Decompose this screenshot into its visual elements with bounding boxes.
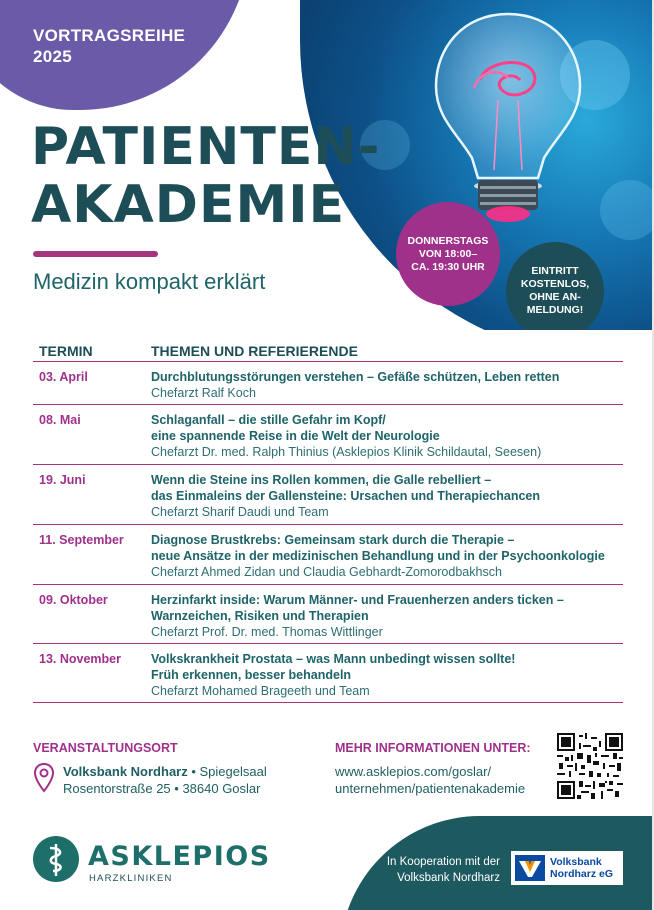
- row-date: 08. Mai: [39, 413, 81, 427]
- asklepios-logo-icon: [33, 836, 79, 882]
- bank-line: Volksbank: [550, 856, 602, 868]
- badge-line: MELDUNG!: [526, 304, 584, 316]
- info-url[interactable]: unternehmen/patientenakademie: [335, 781, 526, 796]
- row-speaker: Chefarzt Prof. Dr. med. Thomas Wittlinger: [151, 625, 383, 639]
- series-year: 2025: [33, 47, 73, 66]
- location-pin-icon: [34, 763, 54, 793]
- row-topic: Früh erkennen, besser behandeln: [151, 668, 352, 682]
- table-header: [33, 340, 623, 362]
- subtitle: Medizin kompakt erklärt: [33, 269, 266, 294]
- location-heading: VERANSTALTUNGSORT: [33, 741, 178, 755]
- row-topic: Schlaganfall – die stille Gefahr im Kopf/: [151, 413, 386, 427]
- venue-room: • Spiegelsaal: [187, 764, 267, 779]
- title-line: PATIENTEN-: [31, 117, 381, 177]
- row-date: 11. September: [39, 533, 124, 547]
- row-topic: neue Ansätze in der medizinischen Behandlung und in der Psychoonkologie: [151, 549, 605, 563]
- row-topic: Herzinfarkt inside: Warum Männer- und Frauenherzen anders ticken –: [151, 593, 564, 607]
- title-line: AKADEMIE: [31, 175, 346, 235]
- schedule-table: [33, 340, 623, 703]
- row-topic: das Einmaleins der Gallensteine: Ursachen und Therapiechancen: [151, 489, 541, 503]
- row-topic: eine spannende Reise in die Welt der Neurologie: [151, 429, 440, 443]
- row-speaker: Chefarzt Ralf Koch: [151, 386, 256, 400]
- badge-line: KOSTENLOS,: [520, 278, 590, 290]
- logo-subtitle: HARZKLINIKEN: [89, 873, 173, 884]
- page-title: [31, 118, 381, 234]
- series-label: [33, 25, 185, 67]
- hero-section: [0, 0, 654, 330]
- volksbank-icon: [515, 855, 545, 881]
- row-date: 09. Oktober: [39, 593, 108, 607]
- table-row: [33, 405, 623, 465]
- free-entry-badge: [506, 242, 604, 330]
- time-badge: [396, 202, 500, 306]
- venue-name: Volksbank Nordharz: [63, 764, 188, 779]
- table-row: [33, 525, 623, 585]
- venue-line: [63, 764, 267, 779]
- qr-code[interactable]: [557, 733, 623, 799]
- row-speaker: Chefarzt Mohamed Brageeth und Team: [151, 684, 370, 698]
- coop-line: In Kooperation mit der: [386, 856, 500, 868]
- series-line: VORTRAGSREIHE: [33, 26, 186, 45]
- logo-name: ASKLEPIOS: [88, 841, 271, 872]
- venue-address: Rosentorstraße 25 • 38640 Goslar: [63, 781, 261, 796]
- cooperation-note: [360, 854, 500, 886]
- title-underline: [33, 251, 158, 257]
- table-row: [33, 644, 623, 703]
- row-topic: Diagnose Brustkrebs: Gemeinsam stark durch die Therapie –: [151, 533, 515, 547]
- badge-line: CA. 19:30 UHR: [411, 260, 485, 273]
- column-header-topic: THEMEN UND REFERIERENDE: [151, 342, 358, 359]
- row-date: 03. April: [39, 370, 88, 384]
- info-heading: MEHR INFORMATIONEN UNTER:: [335, 741, 531, 755]
- badge-line: OHNE AN-: [529, 291, 581, 303]
- row-speaker: Chefarzt Sharif Daudi und Team: [151, 505, 329, 519]
- row-topic: Durchblutungsstörungen verstehen – Gefäße schützen, Leben retten: [151, 370, 560, 384]
- row-speaker: Chefarzt Dr. med. Ralph Thinius (Asklepios Klinik Schildautal, Seesen): [151, 445, 542, 459]
- volksbank-logo: [511, 851, 623, 885]
- row-topic: Wenn die Steine ins Rollen kommen, die Galle rebelliert –: [151, 473, 492, 487]
- bank-line: Nordharz eG: [550, 868, 614, 880]
- badge-line: EINTRITT: [531, 265, 579, 277]
- row-topic: Volkskrankheit Prostata – was Mann unbedingt wissen sollte!: [151, 652, 516, 666]
- info-url[interactable]: www.asklepios.com/goslar/: [335, 764, 492, 779]
- row-date: 19. Juni: [39, 473, 86, 487]
- table-row: [33, 362, 623, 405]
- table-row: [33, 465, 623, 525]
- table-row: [33, 585, 623, 644]
- badge-line: DONNERSTAGS: [407, 234, 489, 247]
- row-speaker: Chefarzt Ahmed Zidan und Claudia Gebhardt-Zomorodbakhsch: [151, 565, 502, 579]
- bokeh-light: [600, 180, 654, 240]
- row-date: 13. November: [39, 652, 121, 666]
- row-topic: Warnzeichen, Risiken und Therapien: [151, 609, 369, 623]
- coop-line: Volksbank Nordharz: [397, 872, 500, 884]
- badge-line: VON 18:00–: [418, 247, 478, 260]
- column-header-date: TERMIN: [39, 342, 93, 359]
- lightbulb-icon: [428, 10, 588, 225]
